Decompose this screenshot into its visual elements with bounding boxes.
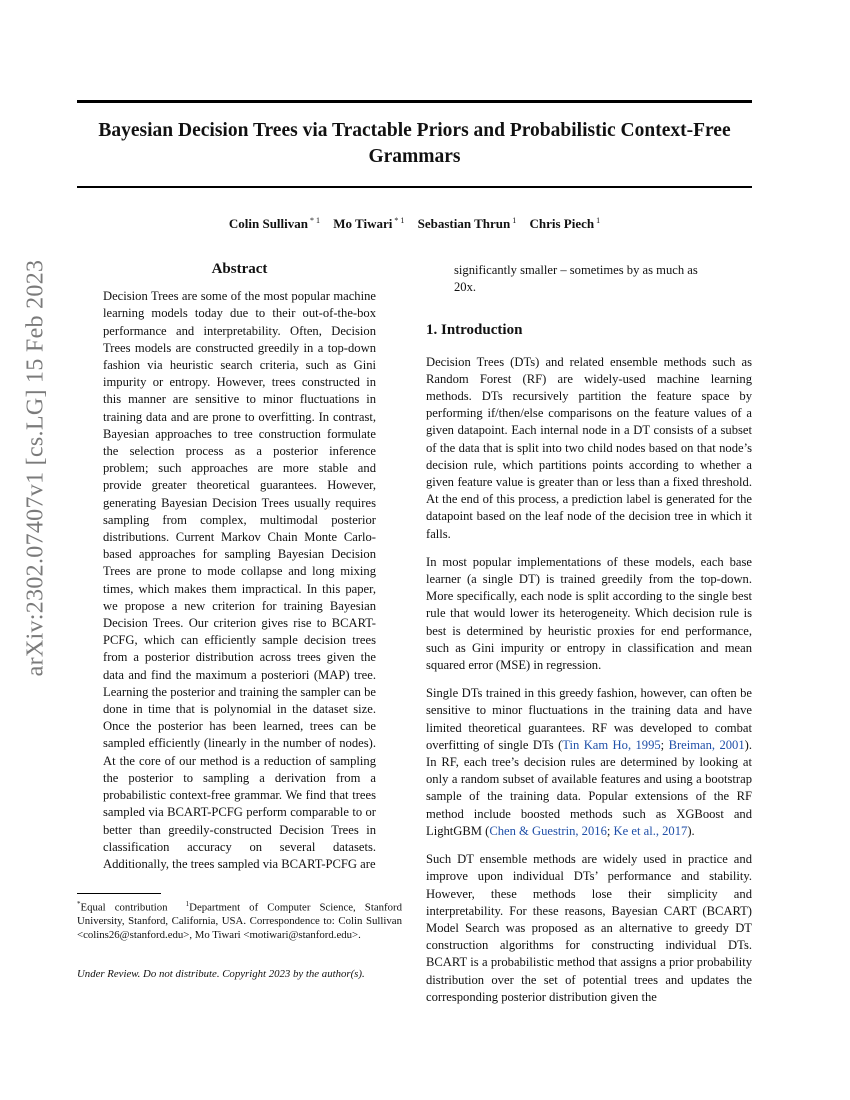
intro-paragraph-4: Such DT ensemble methods are widely used in practice and improve upon individual DTs’ performance and stability. However, these methods lose their simplicity and interpretability. For these reasons, Bayesian CART (BCART) Model Search was proposed as an alternative to greedy DT construction algorithms for constructing individual DTs. BCART is a probabilistic method that assigns a prior probability distribution over the set of potential trees and updates the corresponding posterior distribution given the xyxy=(426,852,752,1004)
author: Mo Tiwari $^{* 1}$ xyxy=(333,216,405,232)
citation-link[interactable]: Tin Kam Ho, 1995 xyxy=(562,737,661,752)
left-column xyxy=(103,261,376,884)
intro-paragraph-3: Single DTs trained in this greedy fashion, however, can often be sensitive to minor fluctuations in the training data and have limited theoretical guarantees. RF was developed to combat overfitting of single DTs (Tin Kam Ho, 1995; Breiman, 2001). In RF, each tree’s decision rules are determined by looking at only a random subset of available features and using a bootstrap sample of the training data. Popular extensions of the RF method include boosted methods such as XGBoost and LightGBM (Chen & Guestrin, 2016; Ke et al., 2017). xyxy=(426,686,752,838)
intro-paragraph-2: In most popular implementations of these models, each base learner (a single DT) is trained greedily from the top-down. More specifically, each node is split according to the single best rule that would lower its heterogeneity. Which decision rule is best is determined by heuristic proxies for end performance, such as Gini impurity or entropy in classification and mean squared error (MSE) in regression. xyxy=(426,554,752,673)
citation-link[interactable]: Breiman, 2001 xyxy=(668,737,745,752)
author: Colin Sullivan $^{* 1}$ xyxy=(228,216,320,232)
title-top-rule xyxy=(77,100,752,103)
citation-link[interactable]: Ke et al., 2017 xyxy=(613,823,688,838)
arxiv-identifier: arXiv:2302.07407v1 [cs.LG] 15 Feb 2023 xyxy=(22,259,49,677)
paper-title: Bayesian Decision Trees via Tractable Priors and Probabilistic Context-Free Grammars xyxy=(98,120,731,167)
introduction-heading: 1. Introduction xyxy=(426,322,523,339)
abstract-continuation: significantly smaller – sometimes by as much as 20x. xyxy=(454,263,698,295)
author: Chris Piech $^1$ xyxy=(529,216,601,232)
abstract-text: Decision Trees are some of the most popular machine learning models today due to their out-of-the-box performance and interpretability. Often, Decision Trees models are constructed greedily in a top-down fashion via heuristic search criteria, such as Gini impurity or entropy. However, trees constructed in this manner are sensitive to minor fluctuations in training data and are prone to overfitting. In contrast, Bayesian approaches to tree construction formulate the selection process as a posterior inference problem; such approaches are more stable and provide greater theoretical guarantees. However, generating Bayesian Decision Trees usually requires sampling from complex, multimodal posterior distributions. Current Markov Chain Monte Carlo-based approaches for sampling Bayesian Decision Trees are prone to mode collapse and long mixing times, which makes them impractical. In this paper, we propose a new criterion for training Bayesian Decision Trees. Our criterion gives rise to BCART-PCFG, which can efficiently sample decision trees from a posterior distribution across trees given the data and find the maximum a posteriori (MAP) tree. Learning the posterior and training the sampler can be done in time that is polynomial in the dataset size. Once the posterior has been learned, trees can be sampled efficiently (linearly in the number of nodes). At the core of our method is a reduction of sampling the posterior to sampling a derivation from a probabilistic context-free grammar. We find that trees sampled via BCART-PCFG perform comparable to or better than greedily-constructed Decision Trees in classification accuracy on several datasets. Additionally, the trees sampled via BCART-PCFG are xyxy=(103,289,376,871)
author-list xyxy=(77,216,752,232)
right-column xyxy=(426,262,752,1017)
review-notice: Under Review. Do not distribute. Copyright 2023 by the author(s). xyxy=(77,968,365,980)
affiliation-footnote: *Equal contribution $^1$Department of Computer Science, Stanford University, Stanford, California, USA. Correspondence to: Colin Sullivan <colins26@stanford.edu>, Mo Tiwari <motiwari@stanford.edu>. xyxy=(77,900,402,941)
title-bottom-rule xyxy=(77,186,752,188)
author: Sebastian Thrun $^1$ xyxy=(417,216,517,232)
citation-link[interactable]: Chen & Guestrin, 2016 xyxy=(489,823,607,838)
intro-paragraph-1: Decision Trees (DTs) and related ensemble methods such as Random Forest (RF) are widely-used machine learning methods. DTs recursively partition the feature space by performing if/then/else comparisons on the feature values of a given datapoint. Each internal node in a DT consists of a subset of the data that is split into two child nodes based on that node’s decision rule, which partitions points according to whether a given feature value is greater than or less than a fixed threshold. At the end of this process, a prediction label is generated for the datapoint based on the leaf node of the decision tree in which it falls. xyxy=(426,354,752,541)
abstract-heading: Abstract xyxy=(211,261,268,277)
arxiv-sidebar xyxy=(18,259,54,677)
footnote-rule xyxy=(77,893,161,894)
